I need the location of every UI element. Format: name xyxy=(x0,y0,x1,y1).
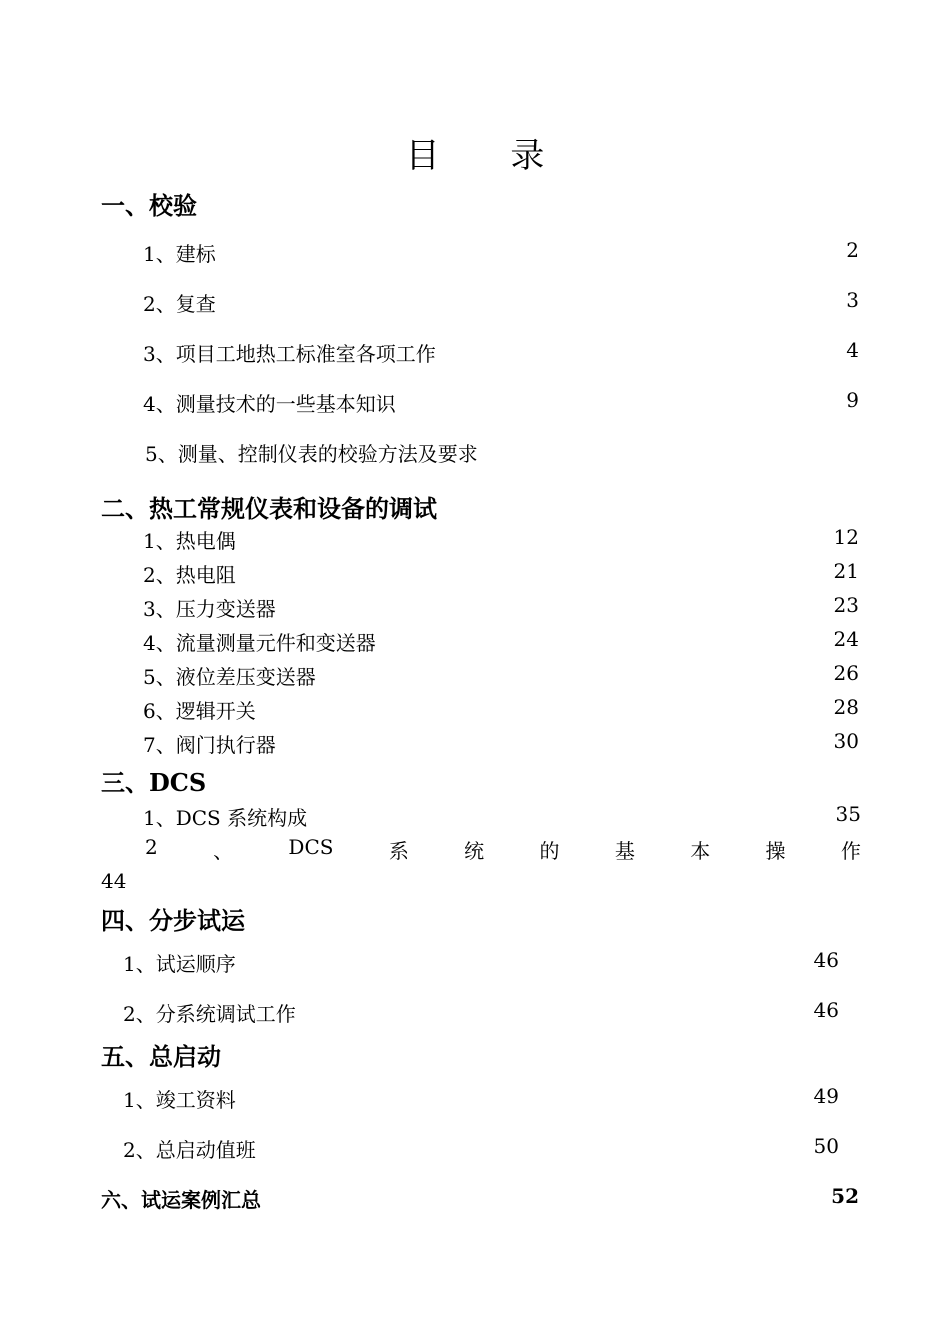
section-heading-6[interactable]: 六、试运案例汇总 xyxy=(101,1188,261,1212)
toc-entry-label[interactable]: 1、建标 xyxy=(143,242,216,266)
toc-word: 本 xyxy=(690,839,711,863)
toc-entry-page: 44 xyxy=(101,869,127,893)
toc-entry-page: 3 xyxy=(846,288,859,312)
toc-entry-justified[interactable] xyxy=(145,835,861,864)
toc-entry-page: 23 xyxy=(833,593,859,617)
toc-word: 2 xyxy=(145,835,158,859)
toc-entry-page: 9 xyxy=(846,388,859,412)
toc-entry-label[interactable]: 5、测量、控制仪表的校验方法及要求 xyxy=(145,442,478,466)
toc-word: 系 xyxy=(388,839,409,863)
toc-entry-page: 46 xyxy=(813,998,839,1022)
toc-word: 统 xyxy=(464,839,485,863)
toc-entry-label[interactable]: 2、总启动值班 xyxy=(123,1138,256,1162)
toc-entry-page: 28 xyxy=(833,695,859,719)
toc-word: 作 xyxy=(840,839,861,863)
toc-entry-label[interactable]: 1、热电偶 xyxy=(143,529,236,553)
toc-entry-page: 4 xyxy=(846,338,859,362)
toc-word: 操 xyxy=(765,839,786,863)
toc-entry-label[interactable]: 1、DCS 系统构成 xyxy=(143,806,308,830)
toc-entry-label[interactable]: 3、项目工地热工标准室各项工作 xyxy=(143,342,436,366)
section-heading-2: 二、热工常规仪表和设备的调试 xyxy=(101,494,437,523)
toc-entry-label[interactable]: 2、热电阻 xyxy=(143,563,236,587)
toc-entry-page: 35 xyxy=(835,802,861,826)
toc-entry-page: 2 xyxy=(846,238,859,262)
toc-word: 基 xyxy=(614,839,635,863)
toc-entry-label[interactable]: 4、测量技术的一些基本知识 xyxy=(143,392,396,416)
toc-entry-label[interactable]: 2、复查 xyxy=(143,292,216,316)
toc-entry-label[interactable]: 4、流量测量元件和变送器 xyxy=(143,631,376,655)
toc-entry-page: 30 xyxy=(833,729,859,753)
toc-entry-label[interactable]: 7、阀门执行器 xyxy=(143,733,276,757)
toc-word: 的 xyxy=(539,839,560,863)
toc-entry-label[interactable]: 1、试运顺序 xyxy=(123,952,236,976)
section-heading-5: 五、总启动 xyxy=(101,1042,221,1071)
toc-entry-label[interactable]: 1、竣工资料 xyxy=(123,1088,236,1112)
page-title: 目 录 xyxy=(405,136,575,176)
toc-entry-page: 50 xyxy=(813,1134,839,1158)
toc-entry-page: 24 xyxy=(833,627,859,651)
toc-entry-label[interactable]: 2、分系统调试工作 xyxy=(123,1002,296,1026)
toc-entry-label[interactable]: 5、液位差压变送器 xyxy=(143,665,316,689)
toc-word: DCS xyxy=(288,835,334,859)
toc-entry-page: 52 xyxy=(831,1184,859,1208)
toc-entry-label[interactable]: 3、压力变送器 xyxy=(143,597,276,621)
toc-entry-page: 12 xyxy=(833,525,859,549)
toc-entry-page: 49 xyxy=(813,1084,839,1108)
toc-word: 、 xyxy=(213,839,234,863)
toc-entry-label[interactable]: 6、逻辑开关 xyxy=(143,699,256,723)
toc-entry-page: 46 xyxy=(813,948,839,972)
section-heading-3: 三、DCS xyxy=(101,768,207,797)
toc-entry-page: 21 xyxy=(833,559,859,583)
section-heading-1: 一、校验 xyxy=(101,191,197,220)
toc-entry-page: 26 xyxy=(833,661,859,685)
section-heading-4: 四、分步试运 xyxy=(101,906,245,935)
